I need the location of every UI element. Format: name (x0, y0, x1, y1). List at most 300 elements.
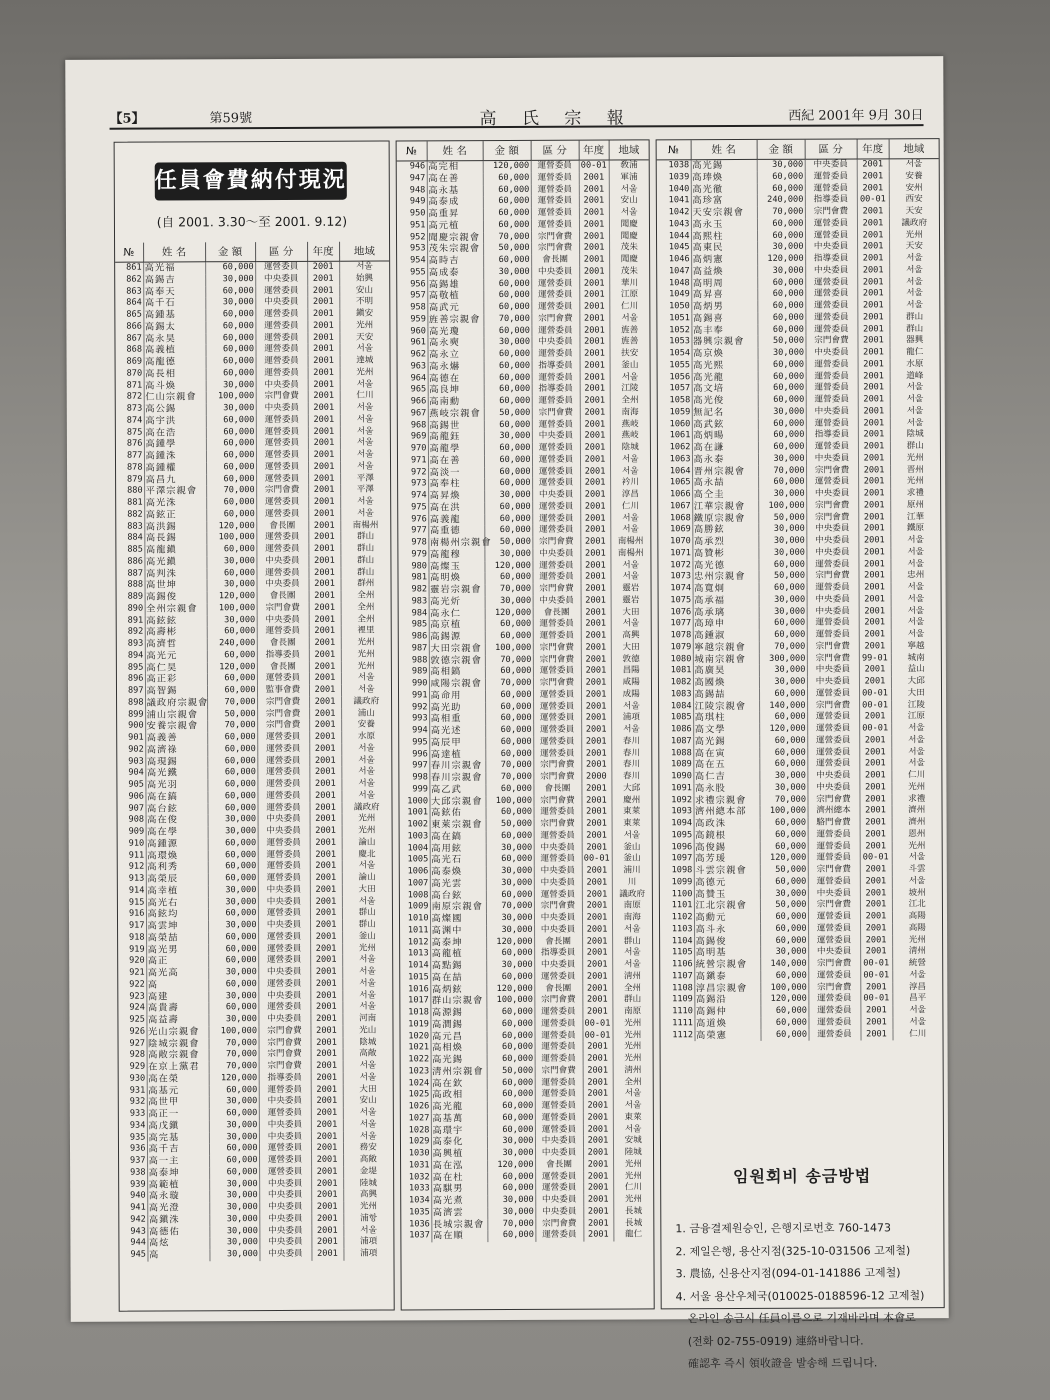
row-number: 1101 (660, 900, 694, 912)
fee-year: 2001 (860, 900, 892, 912)
member-class: 宗門會費 (257, 708, 309, 720)
fee-year: 2001 (308, 450, 340, 462)
member-class: 運營委員 (258, 1002, 310, 1014)
member-name: 高光洙 (144, 497, 206, 509)
member-name: 高判洙 (144, 568, 206, 580)
region: 求禮 (908, 793, 926, 804)
table-body-2 (397, 160, 654, 1243)
fee-year: 2001 (308, 461, 340, 473)
row-number: 966 (398, 396, 428, 408)
row-number: 896 (117, 674, 145, 686)
fee-year: 2001 (581, 748, 611, 760)
member-name: 高永基 (427, 185, 483, 197)
member-name: 高在喆 (430, 972, 486, 984)
member-name: 高南勳 (428, 396, 484, 408)
member-name: 高贊彬 (692, 548, 758, 560)
member-name: 高武元 (427, 302, 483, 314)
fee-year: 2001 (583, 1112, 613, 1124)
member-name: 高鍾淑 (693, 630, 759, 642)
fee-year: 2001 (580, 560, 610, 572)
member-class: 宗門會費 (259, 1037, 311, 1049)
row-number: 1063 (658, 454, 692, 466)
fee-year: 2001 (860, 829, 892, 841)
fee-year: 2001 (860, 1017, 892, 1029)
member-name: 高贊玉 (694, 888, 760, 900)
region: 서울 (357, 508, 374, 519)
row-number: 990 (399, 678, 429, 690)
member-name: 燕岐宗親會 (428, 408, 484, 420)
member-class: 運營委員 (807, 723, 859, 735)
row-number: 914 (118, 885, 146, 897)
member-class: 運營委員 (532, 572, 580, 584)
member-class: 運營委員 (258, 908, 310, 920)
fee-year: 2001 (579, 196, 609, 208)
member-name: 高京煥 (692, 348, 758, 360)
fee-year: 2001 (858, 383, 890, 395)
member-name: 高龍鈺 (428, 431, 484, 443)
fee-year: 2001 (579, 325, 609, 337)
member-class: 運營委員 (259, 1084, 311, 1096)
region: 群山 (358, 907, 376, 918)
amount: 60,000 (485, 784, 533, 796)
region: 安山 (355, 285, 374, 296)
row-number: 1030 (401, 1148, 431, 1160)
member-name: 高錫吉 (143, 274, 205, 286)
region: 서울 (358, 743, 375, 754)
region: 軍浦 (620, 172, 638, 183)
row-number: 956 (397, 279, 427, 291)
fee-year: 2001 (857, 242, 889, 254)
member-name: 晋州宗親會 (692, 465, 758, 477)
member-name: 高炳男 (691, 301, 757, 313)
fee-year: 2001 (858, 441, 890, 453)
row-number: 930 (119, 1073, 147, 1085)
row-number: 915 (118, 897, 146, 909)
header-region: 地域 (609, 140, 649, 160)
fee-year: 2001 (311, 1096, 343, 1108)
row-number: 1003 (400, 831, 430, 843)
member-name: 高奉柱 (428, 478, 484, 490)
member-name: 高光石 (430, 854, 486, 866)
member-name: 高環宇 (431, 1125, 487, 1137)
amount: 60,000 (484, 513, 532, 525)
fee-year: 2001 (583, 1136, 613, 1148)
region: 仁川 (356, 390, 374, 401)
region: 燕岐 (621, 430, 639, 441)
region: 江陵 (907, 699, 925, 710)
region: 茂朱 (620, 242, 638, 253)
member-name: 高炳暘 (692, 430, 758, 442)
row-number: 984 (399, 608, 429, 620)
article-title-block (115, 150, 389, 241)
row-number: 1048 (657, 278, 691, 290)
amount: 60,000 (208, 873, 258, 885)
member-class: 宗門會費 (808, 900, 860, 912)
member-name: 高承烈 (692, 536, 758, 548)
member-name: 南原宗親會 (430, 901, 486, 913)
row-number: 955 (397, 267, 427, 279)
region: 서울 (359, 1060, 377, 1071)
region: 陸城 (359, 1178, 378, 1189)
amount: 30,000 (759, 771, 807, 783)
amount: 60,000 (206, 568, 256, 580)
member-name: 高在善 (427, 173, 483, 185)
region: 서울 (360, 1225, 377, 1236)
region: 仁川 (620, 301, 639, 312)
amount: 60,000 (483, 325, 531, 337)
amount: 60,000 (758, 359, 806, 371)
member-class: 宗門會費 (808, 958, 860, 970)
region: 서울 (906, 417, 924, 428)
member-class: 中央委員 (259, 1249, 311, 1261)
amount: 60,000 (207, 756, 257, 768)
row-number: 1061 (658, 430, 692, 442)
row-number: 1014 (400, 960, 430, 972)
member-class: 會長團 (533, 783, 581, 795)
amount: 60,000 (483, 208, 531, 220)
row-number: 1062 (658, 442, 692, 454)
row-number: 1073 (658, 571, 692, 583)
region: 慶州 (623, 794, 641, 805)
fee-year: 2001 (311, 1037, 343, 1049)
fee-year: 2001 (309, 802, 341, 814)
row-number: 910 (118, 838, 146, 850)
region: 서울 (908, 758, 925, 769)
member-class: 運營委員 (806, 394, 858, 406)
member-class: 會長團 (535, 1159, 583, 1171)
member-class: 運營委員 (807, 759, 859, 771)
row-number: 977 (398, 526, 428, 538)
amount: 50,000 (207, 709, 257, 721)
fee-year: 2001 (579, 302, 609, 314)
row-number: 870 (116, 368, 144, 380)
member-class: 運營委員 (532, 478, 580, 490)
fee-year: 2001 (859, 770, 891, 782)
region: 淸州 (623, 971, 642, 982)
member-name: 高光高 (146, 967, 208, 979)
row-number: 935 (119, 1132, 147, 1144)
row-number: 892 (117, 627, 145, 639)
member-class: 中央委員 (534, 866, 582, 878)
member-class: 會長團 (534, 936, 582, 948)
region: 東萊 (624, 1112, 642, 1123)
member-class: 會長團 (257, 591, 309, 603)
amount: 70,000 (759, 641, 807, 653)
fee-year: 2001 (857, 324, 889, 336)
fee-year: 2001 (311, 1190, 343, 1202)
table-row (399, 760, 651, 773)
region: 安養 (905, 170, 923, 182)
member-name: 高光男 (146, 944, 208, 956)
member-name: 高元昌 (430, 1031, 486, 1043)
fee-year: 2001 (858, 535, 890, 547)
table-row (399, 666, 651, 679)
amount: 60,000 (206, 474, 256, 486)
amount: 70,000 (207, 697, 257, 709)
member-class: 中央委員 (806, 547, 858, 559)
fee-year: 00-01 (860, 853, 892, 865)
amount: 60,000 (760, 829, 808, 841)
fee-year: 2001 (309, 638, 341, 650)
row-number: 982 (399, 584, 429, 596)
amount: 60,000 (759, 712, 807, 724)
table-row (398, 395, 650, 408)
member-class: 運營委員 (805, 183, 857, 195)
amount: 100,000 (485, 795, 533, 807)
fee-year: 2001 (579, 184, 609, 196)
member-name: 高國煥 (693, 677, 759, 689)
region: 平澤 (356, 484, 374, 495)
member-class: 宗門會費 (807, 641, 859, 653)
article-period: (自 2001. 3.30～至 2001. 9.12) (156, 213, 348, 230)
fee-year: 2001 (858, 359, 890, 371)
region: 서울 (906, 405, 924, 417)
member-name: 高錫仲 (694, 1006, 760, 1018)
amount: 60,000 (486, 854, 534, 866)
fee-year: 2001 (311, 1049, 343, 1061)
row-number: 957 (397, 291, 427, 303)
region: 서울 (622, 618, 640, 629)
row-number: 865 (115, 310, 143, 322)
member-class: 宗門會費 (259, 1049, 311, 1061)
amount: 100,000 (758, 500, 806, 512)
member-class: 宗門會費 (531, 243, 579, 255)
table-row (399, 783, 651, 796)
member-name: 高重昇 (427, 208, 483, 220)
member-name: 高光述 (429, 725, 485, 737)
fee-year: 2001 (583, 1124, 613, 1136)
amount: 30,000 (208, 991, 258, 1003)
region: 서울 (621, 454, 639, 465)
row-number: 1106 (660, 959, 694, 971)
issue-date: 西紀 2001年 9月 30日 (788, 108, 924, 124)
table-row (398, 419, 650, 432)
region: 恩州 (908, 828, 926, 840)
fee-year: 2001 (582, 819, 612, 831)
fee-year: 2001 (308, 520, 340, 532)
column-2 (396, 139, 655, 1310)
fee-year: 2001 (310, 1025, 342, 1037)
region: 慶北 (358, 849, 376, 860)
row-number: 988 (399, 655, 429, 667)
member-name: 高鉉鉉 (145, 615, 207, 627)
region: 務安 (359, 1142, 377, 1153)
table-row (398, 466, 650, 479)
amount: 70,000 (483, 231, 531, 243)
fee-year: 2001 (583, 1171, 613, 1183)
amount: 70,000 (206, 485, 256, 497)
amount: 120,000 (485, 607, 533, 619)
member-name: 高德在 (428, 373, 484, 385)
region: 光州 (356, 367, 374, 378)
amount: 50,000 (758, 571, 806, 583)
header-name: 姓 名 (143, 242, 205, 262)
member-class: 運營委員 (534, 1007, 582, 1019)
fee-year: 2001 (859, 665, 891, 677)
amount: 30,000 (757, 265, 805, 277)
member-class: 宗門會費 (535, 1065, 583, 1077)
amount: 30,000 (209, 1120, 259, 1132)
row-number: 1072 (658, 560, 692, 572)
fee-year: 2001 (859, 594, 891, 606)
member-class: 運營委員 (805, 171, 857, 183)
row-number: 962 (398, 349, 428, 361)
member-name: 高榮辰 (146, 873, 208, 885)
member-name: 高光徹 (691, 183, 757, 195)
amount: 70,000 (209, 1061, 259, 1073)
member-class: 中央委員 (806, 488, 858, 500)
row-number: 1096 (660, 842, 694, 854)
member-class: 運營委員 (531, 302, 579, 314)
amount: 30,000 (487, 1195, 535, 1207)
member-class: 指導委員 (532, 360, 580, 372)
fee-year: 00-01 (860, 994, 892, 1006)
amount: 60,000 (487, 1230, 535, 1242)
member-class: 運營委員 (256, 544, 308, 556)
member-name: 高基元 (147, 1085, 209, 1097)
member-name: 高永喆 (692, 477, 758, 489)
member-name: 旌善宗親會 (427, 314, 483, 326)
member-class: 運營委員 (533, 713, 581, 725)
amount: 60,000 (486, 1019, 534, 1031)
fee-year: 2001 (580, 443, 610, 455)
fee-year: 2001 (860, 1029, 892, 1041)
row-number: 878 (116, 462, 144, 474)
member-class: 運營委員 (258, 873, 310, 885)
region: 敦德 (622, 653, 640, 664)
table-row (660, 1029, 942, 1042)
member-class: 運營委員 (805, 324, 857, 336)
member-name: 高在五 (693, 759, 759, 771)
amount: 240,000 (207, 638, 257, 650)
fee-year: 2001 (581, 666, 611, 678)
fee-year: 2001 (311, 1178, 343, 1190)
member-name: 高昇喜 (691, 289, 757, 301)
row-number: 911 (118, 850, 146, 862)
member-class: 運營委員 (535, 1089, 583, 1101)
member-name: 高芳瑗 (694, 853, 760, 865)
amount: 60,000 (483, 255, 531, 267)
member-class: 運營委員 (257, 802, 309, 814)
amount: 30,000 (757, 159, 805, 171)
member-name: 器興宗親會 (691, 336, 757, 348)
row-number: 1020 (400, 1031, 430, 1043)
region: 光州 (357, 649, 375, 660)
table-row (399, 701, 651, 714)
region: 原州 (906, 499, 925, 511)
member-class: 運營委員 (532, 466, 580, 478)
amount: 70,000 (757, 207, 805, 219)
amount: 60,000 (485, 725, 533, 737)
amount: 100,000 (760, 806, 808, 818)
amount: 120,000 (757, 254, 805, 266)
row-number: 971 (398, 455, 428, 467)
amount: 60,000 (208, 955, 258, 967)
row-number: 976 (398, 514, 428, 526)
region: 安養 (357, 719, 376, 730)
row-number: 876 (116, 439, 144, 451)
region: 서울 (359, 1072, 377, 1083)
row-number: 1039 (657, 172, 691, 184)
table-row (398, 560, 650, 573)
amount: 60,000 (207, 673, 257, 685)
fee-year: 2001 (582, 889, 612, 901)
row-number: 923 (118, 991, 146, 1003)
member-class: 運營委員 (257, 673, 309, 685)
row-number: 975 (398, 502, 428, 514)
row-number: 916 (118, 909, 146, 921)
header-amount: 金 額 (205, 242, 255, 262)
fee-year: 2001 (579, 219, 609, 231)
fee-year: 2001 (310, 931, 342, 943)
row-number: 1089 (659, 759, 693, 771)
fee-year: 2001 (857, 183, 889, 195)
member-name: 高炳鉉 (430, 984, 486, 996)
member-class: 宗門會費 (532, 407, 580, 419)
member-class: 中央委員 (259, 1225, 311, 1237)
row-number: 1084 (659, 701, 693, 713)
region: 統營 (908, 958, 927, 969)
amount: 60,000 (486, 1030, 534, 1042)
row-number: 1037 (401, 1231, 431, 1243)
amount: 60,000 (487, 1101, 535, 1113)
row-number: 1102 (660, 912, 694, 924)
region: 議政府 (353, 696, 380, 707)
fee-year: 2001 (581, 795, 611, 807)
row-number: 941 (119, 1203, 147, 1215)
member-name: 高光福 (143, 262, 205, 275)
member-class: 運營委員 (805, 277, 857, 289)
row-number: 1008 (400, 890, 430, 902)
member-class: 運營委員 (807, 712, 859, 724)
member-name: 高光熙 (692, 360, 758, 372)
member-class: 運營委員 (532, 349, 580, 361)
amount: 100,000 (206, 532, 256, 544)
fee-year: 2001 (580, 407, 610, 419)
fee-year: 2001 (307, 297, 339, 309)
member-class: 中央委員 (258, 896, 310, 908)
row-number: 884 (116, 533, 144, 545)
row-number: 978 (398, 537, 428, 549)
member-class: 運營委員 (808, 994, 860, 1006)
row-number: 1107 (660, 971, 694, 983)
row-number: 924 (118, 1003, 146, 1015)
region: 서울 (356, 461, 374, 472)
row-number: 1000 (399, 796, 429, 808)
column-1 (114, 141, 395, 1312)
amount: 60,000 (758, 442, 806, 454)
amount: 70,000 (758, 465, 806, 477)
member-class: 運營委員 (256, 356, 308, 368)
amount: 30,000 (759, 782, 807, 794)
member-class: 運營委員 (532, 525, 580, 537)
amount: 120,000 (487, 1160, 535, 1172)
region: 大田 (907, 687, 925, 699)
member-class: 運營委員 (256, 426, 308, 438)
row-number: 877 (116, 451, 144, 463)
amount: 60,000 (758, 477, 806, 489)
row-number: 929 (119, 1062, 147, 1074)
member-name: 高鉉佑 (430, 807, 486, 819)
member-class: 宗門會費 (258, 1026, 310, 1038)
amount: 30,000 (758, 406, 806, 418)
member-class: 中央委員 (258, 990, 310, 1002)
member-name: 高承福 (693, 595, 759, 607)
member-class: 運營委員 (805, 289, 857, 301)
fee-year: 2001 (860, 864, 892, 876)
member-class: 中央委員 (259, 1120, 311, 1132)
member-class: 運營委員 (806, 418, 858, 430)
